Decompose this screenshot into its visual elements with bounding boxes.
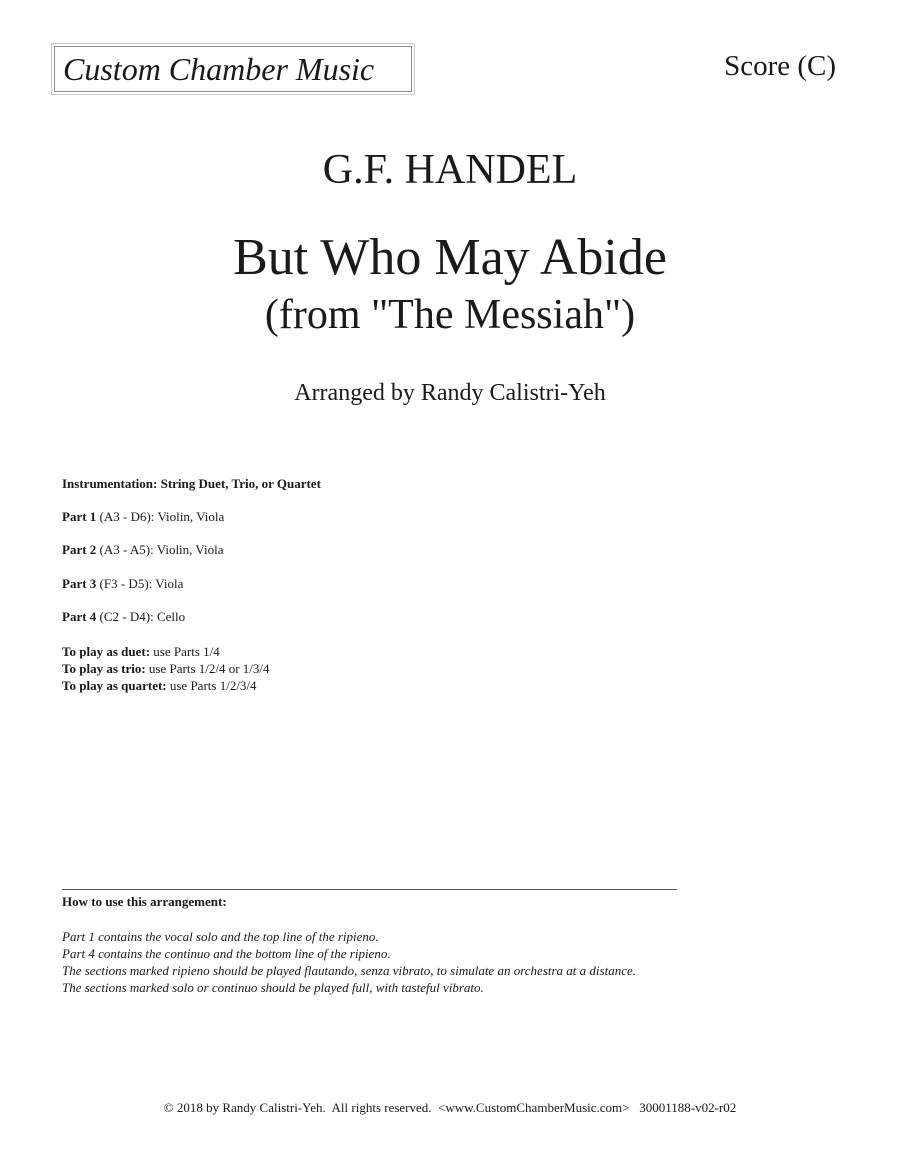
part-detail: (C2 - D4): Cello [96,609,186,624]
part-line [62,509,224,525]
how-to-use-note: Part 1 contains the vocal solo and the top line of the ripieno. [62,929,379,944]
play-option-detail: use Parts 1/4 [150,644,220,659]
play-option-label: To play as duet: [62,644,151,659]
instrumentation-heading-text: Instrumentation: String Duet, Trio, or Quartet [62,476,321,491]
part-detail: (A3 - A5): Violin, Viola [96,542,224,557]
publisher-logo [54,46,412,92]
how-to-use-notes [62,928,636,996]
piece-title: But Who May Abide [233,229,667,286]
copyright-footer: © 2018 by Randy Calistri-Yeh. All rights reserved. <www.CustomChamberMusic.com> 30001188-v02-r02 [163,1100,737,1115]
how-to-use-note: The sections marked solo or continuo should be played full, with tasteful vibrato. [62,980,484,995]
how-to-use-heading: How to use this arrangement: [62,894,227,909]
part-line [62,542,224,558]
how-to-use-note: The sections marked ripieno should be played flautando, senza vibrato, to simulate an orchestra at a distance. [62,963,636,978]
part-label: Part 3 [62,576,97,591]
part-line [62,609,185,625]
play-option-label: To play as trio: [62,661,146,676]
play-option-detail: use Parts 1/2/4 or 1/3/4 [145,661,270,676]
play-option-detail: use Parts 1/2/3/4 [166,678,257,693]
part-detail: (F3 - D5): Viola [96,576,184,591]
arranger-credit: Arranged by Randy Calistri-Yeh [294,380,606,406]
composer-name: G.F. HANDEL [322,147,578,193]
publisher-name: Custom Chamber Music [63,50,375,87]
instrumentation-heading [62,475,321,492]
section-divider [62,889,677,890]
play-option-label: To play as quartet: [62,678,167,693]
part-label: Part 2 [62,542,97,557]
how-to-use-note: Part 4 contains the continuo and the bottom line of the ripieno. [62,946,391,961]
play-option [62,677,270,694]
piece-subtitle: (from "The Messiah") [264,292,636,338]
part-line [62,576,183,592]
play-option [62,660,270,677]
score-label: Score (C) [724,50,836,82]
play-option [62,643,270,660]
part-label: Part 1 [62,509,97,524]
play-options [62,643,270,694]
part-detail: (A3 - D6): Violin, Viola [96,509,225,524]
part-label: Part 4 [62,609,97,624]
